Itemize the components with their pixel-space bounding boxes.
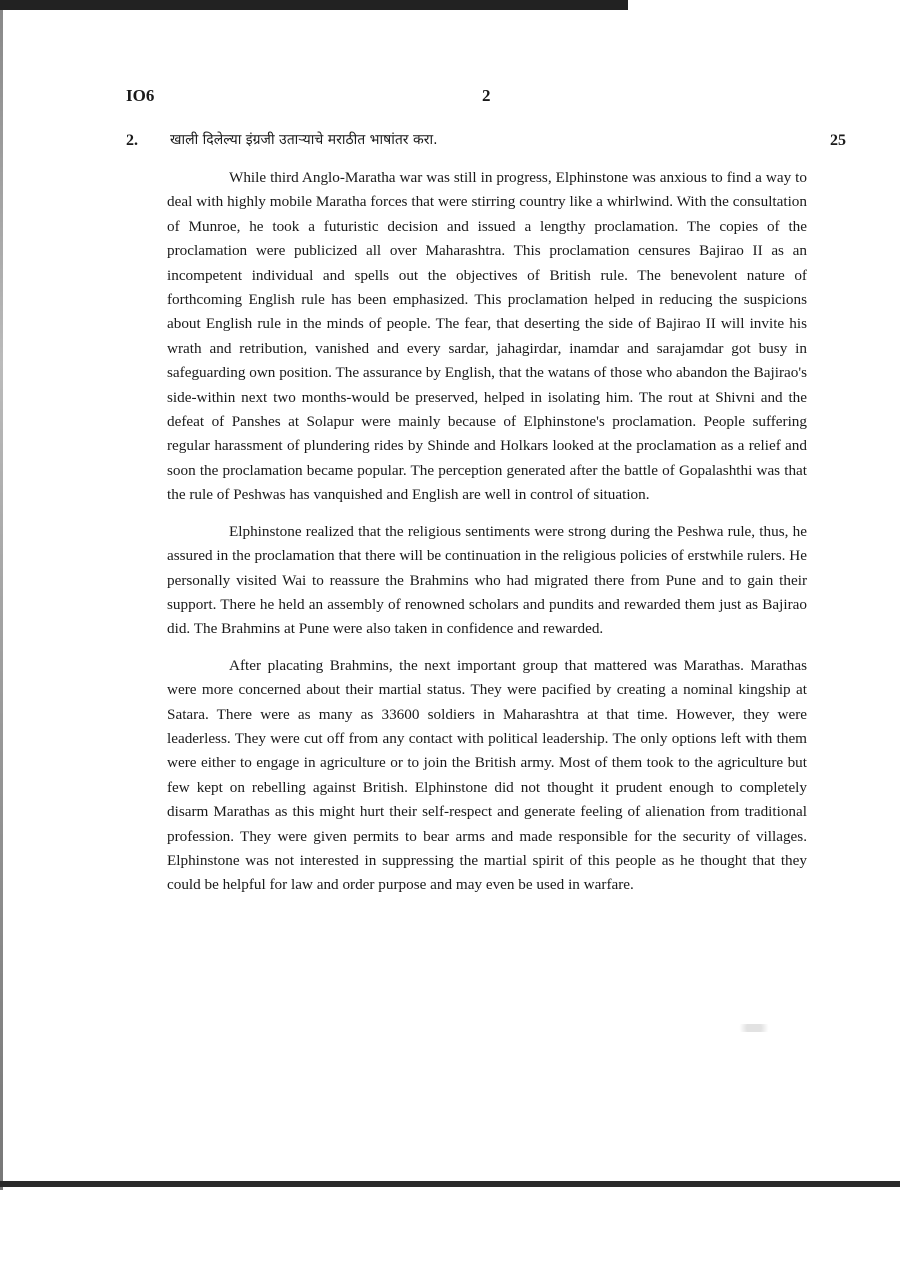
left-scan-edge (0, 10, 3, 1190)
passage-paragraph-1: While third Anglo-Maratha war was still in progress, Elphinstone was anxious to find a way to deal with highly mobile Maratha forces that were stirring country like a whirlwind. With the consultation of Munroe, he took a futuristic decision and issued a lengthy proclamation. The copies of the proclamation were publicized all over Maharashtra. This proclamation censures Bajirao II as an incompetent individual and spells out the objectives of British rule. The benevolent nature of forthcoming English rule has been emphasized. This proclamation helped in reducing the suspicions about English rule in the minds of people. The fear, that deserting the side of Bajirao II will invite his wrath and retribution, vanished and every sardar, jahagirdar, inamdar and sarajamdar got busy in safeguarding own position. The assurance by English, that the watans of those who abandon the Bajirao's side-within next two months-would be preserved, helped in isolating him. The rout at Shivni and the defeat of Panshes at Solapur were mainly because of Elphinstone's proclamation. People suffering regular harassment of plundering rides by Shinde and Holkars looked at the proclamation as a relief and soon the proclamation became popular. The perception generated after the battle of Gopalashthi was that the rule of Peshwas has vanquished and English are well in control of situation. (167, 169, 807, 504)
scan-speck (730, 1024, 778, 1032)
passage-paragraph-2: Elphinstone realized that the religious sentiments were strong during the Peshwa rule, thus, he assured in the proclamation that there will be continuation in the religious policies of erstwhile rulers. He personally visited Wai to reassure the Brahmins who had migrated there from Pune and to gain their support. There he held an assembly of renowned scholars and pundits and rewarded them just as Bajirao did. The Brahmins at Pune were also taken in confidence and rewarded. (167, 522, 807, 638)
question-instruction: खाली दिलेल्या इंग्रजी उताऱ्याचे मराठीत भाषांतर करा. (170, 132, 438, 148)
paper-code: IO6 (126, 86, 155, 105)
translation-passage (167, 166, 807, 910)
page-number: 2 (482, 86, 491, 105)
bottom-scan-border (0, 1181, 900, 1187)
question-number: 2. (126, 132, 138, 149)
question-marks: 25 (830, 132, 846, 149)
top-scan-border (0, 0, 628, 10)
passage-paragraph-3: After placating Brahmins, the next important group that mattered was Marathas. Marathas were more concerned about their martial status. They were pacified by creating a nominal kingship at Satara. There were as many as 33600 soldiers in Maharashtra at that time. However, they were leaderless. They were cut off from any contact with political leadership. The only options left with them were either to engage in agriculture or to join the British army. Most of them took to the agriculture but few kept on rebelling against British. Elphinstone did not thought it prudent enough to completely disarm Marathas as this might hurt their self-respect and generate feeling of alienation from traditional profession. They were given permits to bear arms and made responsible for the security of villages. Elphinstone was not interested in suppressing the martial spirit of this people as he thought that they could be helpful for law and order purpose and may even be used in warfare. (167, 656, 807, 894)
